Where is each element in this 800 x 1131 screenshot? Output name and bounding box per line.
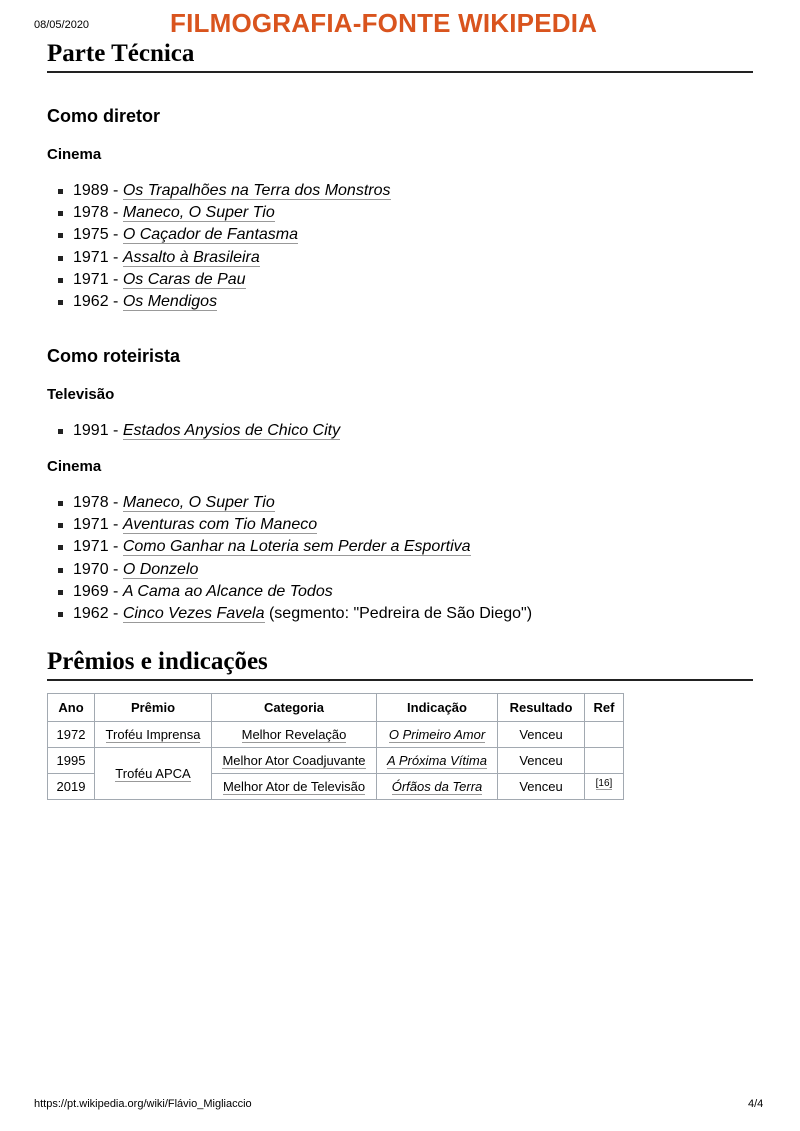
item-year: 1978 [73,204,109,222]
cell-resultado: Venceu [498,774,585,800]
column-header: Ano [48,694,95,722]
item-year: 1978 [73,494,109,511]
list-item: 1978 - Maneco, O Super Tio [47,202,747,224]
roteirista-tv-list [47,420,747,442]
item-year: 1962 [73,604,109,622]
award-link[interactable]: Troféu APCA [115,766,191,781]
cell-categoria [212,748,377,774]
item-year: 1991 [73,422,109,439]
cell-categoria [212,774,377,800]
cell-premio [95,748,212,800]
bullet-icon [58,501,63,506]
cell-ref [585,722,624,748]
film-link[interactable]: Como Ganhar na Loteria sem Perder a Esportiva [122,538,471,556]
film-link[interactable]: Os Caras de Pau [122,270,246,288]
film-link[interactable]: Maneco, O Super Tio [122,204,275,222]
banner-title: FILMOGRAFIA-FONTE WIKIPEDIA [170,8,598,38]
cell-indicacao [377,774,498,800]
film-link[interactable]: Cinco Vezes Favela [122,604,265,622]
table-row [48,722,624,748]
list-item: 1969 - A Cama ao Alcance de Todos [47,581,747,603]
list-item: 1989 - Os Trapalhões na Terra dos Monstros [47,180,747,202]
item-year: 1989 [73,182,109,199]
awards-table [47,693,624,800]
nomination-link[interactable]: A Próxima Vítima [387,753,487,768]
cell-resultado: Venceu [498,722,585,748]
cell-ref [585,748,624,774]
cell-indicacao [377,748,498,774]
item-year: 1975 [73,226,109,244]
series-link[interactable]: Estados Anysios de Chico City [122,422,341,439]
column-header: Resultado [498,694,585,722]
item-year: 1971 [73,248,109,266]
item-year: 1969 [73,582,109,600]
film-link[interactable]: Maneco, O Super Tio [122,494,275,511]
list-item: 1971 - Aventuras com Tio Maneco [47,514,747,536]
heading-como-diretor: Como diretor [47,106,161,126]
cell-indicacao [377,722,498,748]
item-year: 1971 [73,516,109,534]
film-link[interactable]: O Caçador de Fantasma [122,226,299,244]
footer-url: https://pt.wikipedia.org/wiki/Flávio_Migliaccio [34,1098,252,1110]
film-link[interactable]: Aventuras com Tio Maneco [122,516,318,534]
column-header: Prêmio [95,694,212,722]
cell-categoria [212,722,377,748]
item-year: 1970 [73,560,109,578]
section-title-parte-tecnica: Parte Técnica [47,40,753,73]
cell-resultado: Venceu [498,748,585,774]
bullet-icon [58,233,63,238]
footer-page-number: 4/4 [748,1098,764,1110]
list-item: 1971 - Como Ganhar na Loteria sem Perder a Esportiva [47,536,747,558]
cell-premio [95,722,212,748]
category-link[interactable]: Melhor Revelação [241,727,347,742]
list-item: 1978 - Maneco, O Super Tio [47,492,747,514]
heading-como-roteirista: Como roteirista [47,346,181,366]
bullet-icon [58,612,63,617]
film-link[interactable]: Os Trapalhões na Terra dos Monstros [122,182,391,199]
heading-roteirista-televisao: Televisão [47,386,115,403]
nomination-link[interactable]: O Primeiro Amor [388,727,486,742]
bullet-icon [58,278,63,283]
film-link[interactable]: O Donzelo [122,560,199,578]
film-title: A Cama ao Alcance de Todos [122,582,333,600]
list-item: 1962 - Os Mendigos [47,291,747,313]
section-title-premios: Prêmios e indicações [47,648,753,681]
table-header-row [48,694,624,722]
list-item: 1962 - Cinco Vezes Favela (segmento: "Pedreira de São Diego") [47,603,747,625]
heading-roteirista-cinema: Cinema [47,458,102,475]
film-note: (segmento: "Pedreira de São Diego") [268,604,533,622]
bullet-icon [58,211,63,216]
list-item: 1971 - Os Caras de Pau [47,269,747,291]
roteirista-cinema-list [47,492,747,625]
column-header: Categoria [212,694,377,722]
print-date: 08/05/2020 [34,19,90,31]
table-row [48,748,624,774]
diretor-cinema-list [47,180,747,313]
reference-link[interactable]: [16] [595,778,613,790]
heading-diretor-cinema: Cinema [47,146,102,163]
item-year: 1971 [73,538,109,556]
bullet-icon [58,568,63,573]
award-link[interactable]: Troféu Imprensa [105,727,201,742]
list-item: 1970 - O Donzelo [47,559,747,581]
bullet-icon [58,523,63,528]
bullet-icon [58,590,63,595]
bullet-icon [58,545,63,550]
category-link[interactable]: Melhor Ator Coadjuvante [222,753,366,768]
cell-ano: 2019 [48,774,95,800]
film-link[interactable]: Os Mendigos [122,292,218,310]
bullet-icon [58,429,63,434]
bullet-icon [58,300,63,305]
cell-ref [585,774,624,800]
bullet-icon [58,189,63,194]
item-year: 1971 [73,270,109,288]
cell-ano: 1972 [48,722,95,748]
column-header: Ref [585,694,624,722]
column-header: Indicação [377,694,498,722]
list-item: 1971 - Assalto à Brasileira [47,247,747,269]
item-year: 1962 [73,292,109,310]
cell-ano: 1995 [48,748,95,774]
list-item: 1991 - Estados Anysios de Chico City [47,420,747,442]
list-item: 1975 - O Caçador de Fantasma [47,224,747,246]
film-link[interactable]: Assalto à Brasileira [122,248,260,266]
nomination-link[interactable]: Órfãos da Terra [391,779,483,794]
category-link[interactable]: Melhor Ator de Televisão [222,779,366,794]
bullet-icon [58,256,63,261]
